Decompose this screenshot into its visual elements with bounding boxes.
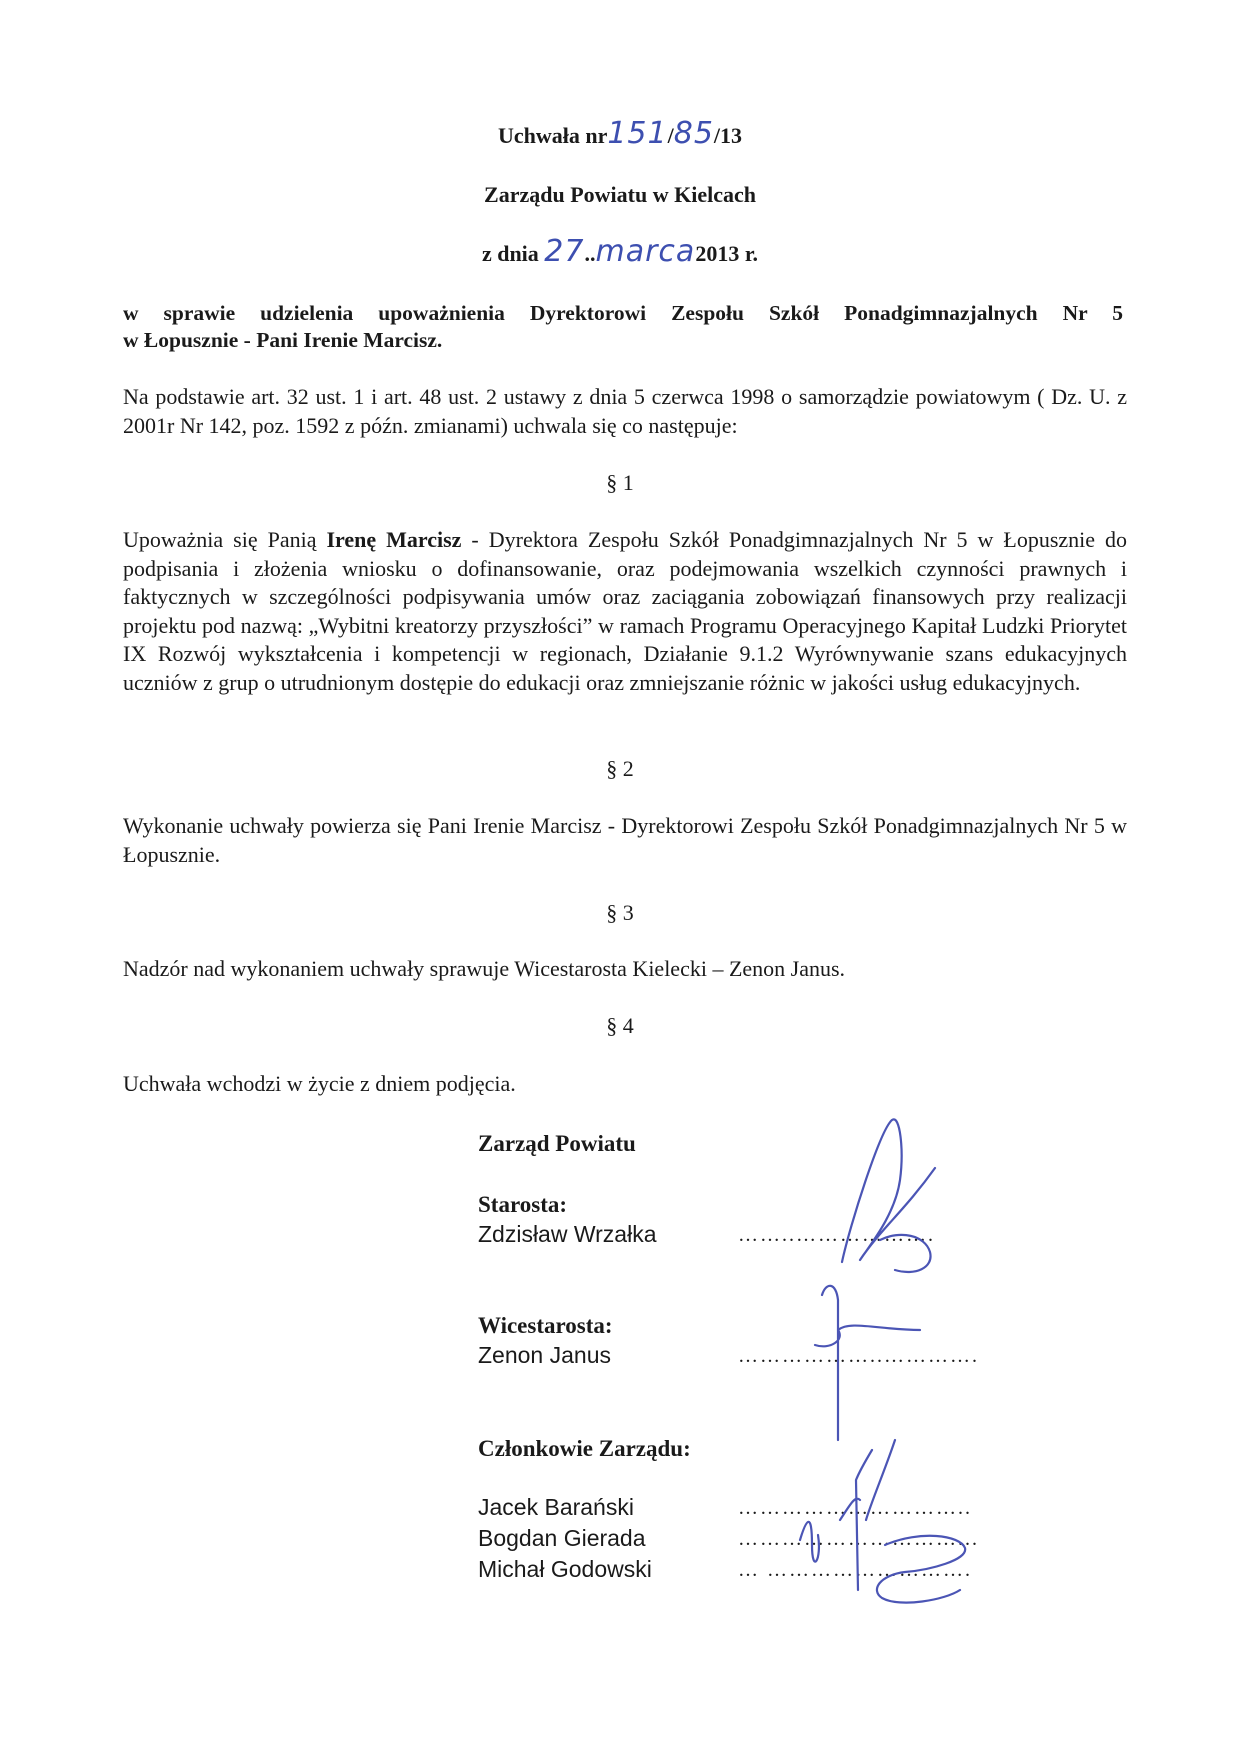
subject-line-1: w sprawie udzielenia upoważnienia Dyrektorowi Zespołu Szkół Ponadgimnazjalnych Nr 5: [123, 301, 1123, 325]
section-2-mark: § 2: [606, 756, 634, 781]
preamble: Na podstawie art. 32 ust. 1 i art. 48 ust. 2 ustawy z dnia 5 czerwca 1998 o samorządzie powiatowym ( Dz. U. z 2001r Nr 142, poz. 1592 z późn. zmianami) uchwala się co następuje:: [123, 384, 1127, 438]
handwritten-date-month: marca: [595, 234, 696, 269]
member-name: Michał Godowski: [478, 1556, 652, 1582]
resolution-year: /13: [713, 123, 743, 148]
resolution-subject: [123, 300, 1123, 354]
handwritten-resolution-number: 151: [607, 116, 668, 151]
date-prefix: z dnia: [481, 241, 539, 266]
vice-starost-heading: Wicestarosta:: [478, 1313, 613, 1338]
date-suffix: 2013 r.: [695, 241, 759, 266]
member-name: Bogdan Gierada: [478, 1525, 646, 1551]
members-heading: Członkowie Zarządu:: [478, 1436, 691, 1461]
board-title: Zarządu Powiatu w Kielcach: [484, 182, 756, 207]
starost-heading: Starosta:: [478, 1192, 568, 1217]
member-signature-line: … ……………………….: [738, 1559, 972, 1581]
section-2-text: Wykonanie uchwały powierza się Pani Irenie Marcisz - Dyrektorowi Zespołu Szkół Ponadgimnazjalnych Nr 5 w Łopusznie.: [123, 813, 1127, 867]
section-3-mark: § 3: [606, 900, 634, 925]
vice-starost-signature-line: ………………..………….: [738, 1345, 979, 1367]
section-1-mark: § 1: [606, 470, 634, 495]
member-name: Jacek Barański: [478, 1494, 634, 1520]
handwritten-resolution-sub: 85: [673, 116, 714, 151]
board-heading: Zarząd Powiatu: [478, 1131, 636, 1156]
handwritten-date-day: 27: [544, 234, 585, 269]
resolution-date: z dnia 27..marca2013 r.: [481, 234, 759, 269]
section-1-text: Upoważnia się Panią Irenę Marcisz - Dyrektora Zespołu Szkół Ponadgimnazjalnych Nr 5 w Łopusznie do podpisania i złożenia wniosku o dofinansowanie, oraz podejmowania wszelkich czynności prawnych i faktycznych w szczególności podpisywania umów oraz zaciągania zobowiązań finansowych przy realizacji projektu pod nazwą: „Wybitni kreatorzy przyszłości” w ramach Programu Operacyjnego Kapitał Ludzki Priorytet IX Rozwój wykształcenia i kompetencji w regionach, Działanie 9.1.2 Wyrównywanie szans edukacyjnych uczniów z grup o utrudnionym dostępie do edukacji oraz zmniejszanie różnic w jakości usług edukacyjnych.: [123, 527, 1128, 695]
authorized-person: Irenę Marcisz: [326, 527, 462, 552]
vice-starost-name: Zenon Janus: [478, 1342, 611, 1368]
subject-line-2: w Łopusznie - Pani Irenie Marcisz.: [123, 328, 443, 352]
starost-name: Zdzisław Wrzałka: [478, 1221, 657, 1247]
starost-signature-line: ……..……………….: [738, 1224, 935, 1246]
member-signature-line: …………………………...: [738, 1528, 979, 1550]
section-4-mark: § 4: [606, 1013, 634, 1038]
resolution-separator: /: [667, 123, 674, 148]
member-signature-line: …………………………..: [738, 1497, 972, 1519]
section-3-text: Nadzór nad wykonaniem uchwały sprawuje Wicestarosta Kielecki – Zenon Janus.: [123, 956, 846, 981]
section-4-text: Uchwała wchodzi w życie z dniem podjęcia.: [123, 1071, 516, 1096]
resolution-number: [0, 116, 1240, 151]
resolution-prefix: Uchwała nr: [497, 123, 608, 148]
